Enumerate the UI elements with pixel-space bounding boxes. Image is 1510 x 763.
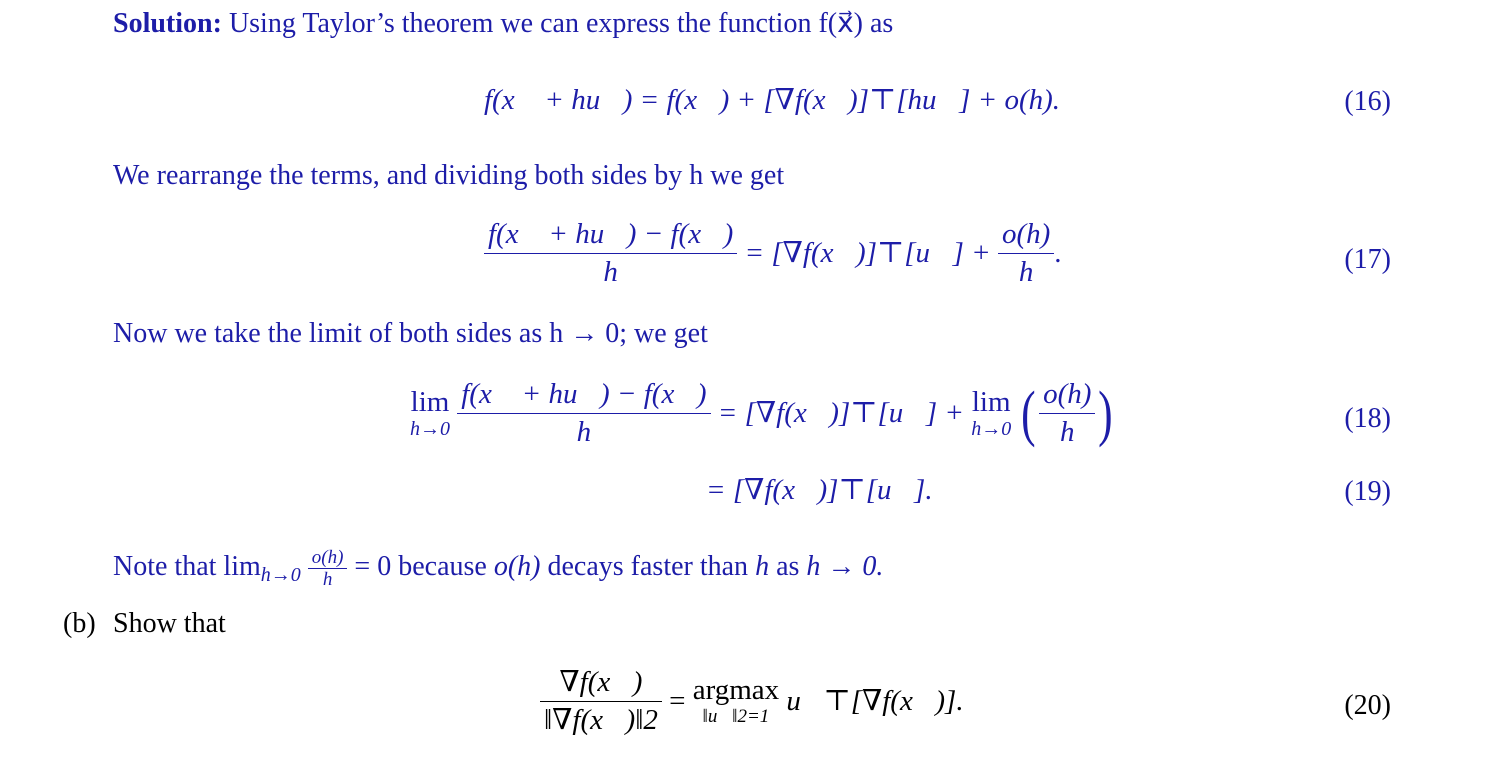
- note-before: Note that: [113, 550, 217, 582]
- equation-number-18: (18): [1344, 403, 1391, 434]
- note-o-h: o(h): [493, 550, 541, 582]
- equation-20: [540, 668, 964, 735]
- note-lim-sub: h→0: [260, 563, 301, 586]
- eq20-rhs: u⃗⊤[∇f(x⃗)].: [786, 685, 964, 717]
- note-limit-arrow: h → 0.: [806, 550, 884, 582]
- equation-number-17: (17): [1344, 244, 1391, 275]
- eq17-rhs-fraction: [998, 220, 1054, 287]
- eq17-numerator: f(x⃗ + hu⃗) − f(x⃗): [484, 220, 737, 254]
- note-frac-den: h: [322, 569, 333, 590]
- eq19-rhs: = [∇f(x⃗)]⊤[u⃗].: [706, 474, 933, 506]
- equation-16: [484, 86, 1060, 115]
- eq20-equals: =: [669, 685, 686, 717]
- part-b-text: Show that: [113, 608, 226, 639]
- eq18-rhs-fraction: [1039, 380, 1095, 447]
- equation-18: [410, 380, 1116, 447]
- equation-number-20: (20): [1344, 690, 1391, 721]
- eq18-limit-operator: [410, 387, 450, 441]
- eq16-rhs: f(x⃗) + [∇f(x⃗)]⊤[hu⃗] + o(h).: [666, 84, 1061, 116]
- note-decays: decays faster than: [547, 550, 749, 582]
- eq20-argmax-sub: ‖u⃗‖2=1: [702, 706, 770, 727]
- eq20-argmax-word: argmax: [692, 674, 780, 707]
- eq20-fraction: [540, 668, 662, 735]
- note-lim-word: lim: [223, 550, 261, 582]
- eq18-lim-word-2: lim: [971, 385, 1011, 418]
- note-frac-num: o(h): [308, 548, 348, 569]
- eq18-fraction: [457, 380, 710, 447]
- note-h: h: [755, 550, 770, 582]
- eq18-denominator: h: [576, 416, 592, 448]
- part-b-label: (b): [63, 608, 96, 639]
- eq18-lim-sub: h→0: [410, 418, 450, 441]
- solution-label: Solution:: [113, 8, 222, 39]
- eq18-lim-word: lim: [410, 385, 450, 418]
- solution-intro: Using Taylor’s theorem we can express the function f(x⃗) as: [228, 8, 894, 39]
- eq16-lhs: f(x⃗ + hu⃗) =: [484, 84, 660, 116]
- eq18-rhs-denominator: h: [1060, 416, 1075, 448]
- eq18-left-paren: (: [1021, 379, 1037, 448]
- text-rearrange: We rearrange the terms, and dividing both sides by h we get: [113, 160, 785, 191]
- eq20-numerator: ∇f(x⃗): [540, 668, 662, 702]
- text-limit: Now we take the limit of both sides as h → 0; we get: [113, 318, 708, 349]
- eq17-rhs-numerator: o(h): [998, 220, 1054, 254]
- solution-paragraph: [113, 10, 893, 38]
- eq17-fraction: [484, 220, 737, 287]
- eq20-argmax-operator: [693, 675, 779, 728]
- eq18-rhs-numerator: o(h): [1039, 380, 1095, 414]
- note-after-limit: = 0 because: [354, 550, 487, 582]
- eq18-rhs-first: = [∇f(x⃗)]⊤[u⃗] +: [717, 397, 964, 429]
- equation-19: [706, 476, 933, 505]
- note-paragraph: [113, 548, 883, 589]
- eq18-limit-operator-2: [971, 387, 1011, 441]
- eq18-numerator: f(x⃗ + hu⃗) − f(x⃗): [457, 380, 710, 414]
- eq18-right-paren: ): [1098, 379, 1114, 448]
- equation-number-19: (19): [1344, 476, 1391, 507]
- equation-17: $\frac{f(x⃗ + hu⃗) - f(x⃗)}{h}$ = [∇f(x⃗)]⊤[u⃗] + $\frac{o(h)}{h}$ .: [484, 220, 1062, 287]
- eq17-denominator: h: [603, 256, 618, 288]
- note-fraction: [308, 548, 348, 589]
- equation-number-16: (16): [1344, 86, 1391, 117]
- eq20-denominator: ‖∇f(x⃗)‖2: [544, 704, 658, 736]
- eq18-lim-sub-2: h→0: [971, 418, 1012, 441]
- note-as: as: [776, 550, 800, 582]
- eq17-rhs-denominator: h: [1018, 256, 1034, 288]
- eq17-rhs-first: = [∇f(x⃗)]⊤[u⃗] +: [744, 237, 991, 269]
